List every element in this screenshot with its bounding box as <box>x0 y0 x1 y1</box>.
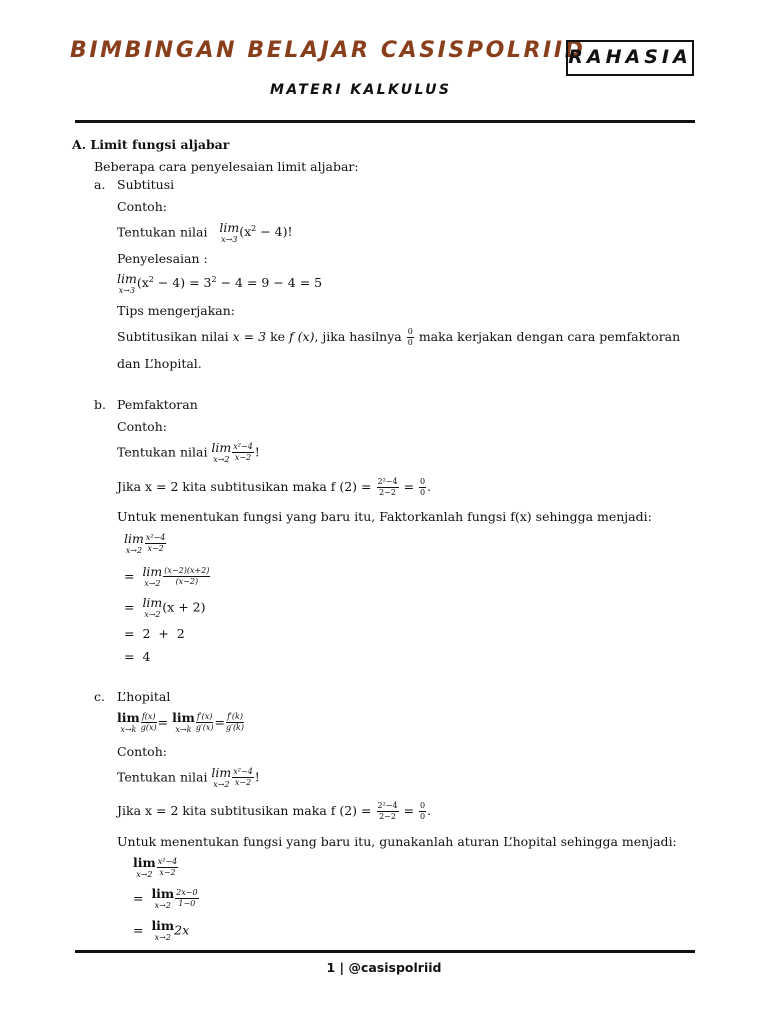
header-divider <box>75 120 695 123</box>
expr-c: − 4 = 9 − 4 = 5 <box>216 275 323 291</box>
part-b-example-label: Contoh: <box>117 419 167 434</box>
limit-subscript: x→2 <box>144 609 161 619</box>
limit-subscript: x→2 <box>154 932 171 942</box>
header-subtitle: MATERI KALKULUS <box>270 82 452 98</box>
part-a-tips-line-2: dan L’hopital. <box>117 356 202 371</box>
period: . <box>427 803 432 818</box>
part-c-step-3 <box>133 920 189 942</box>
header-title: BIMBINGAN BELAJAR CASISPOLRIID <box>70 38 586 63</box>
limit-word: lim <box>151 918 175 933</box>
fraction-denominator: 0 <box>420 488 426 497</box>
part-a-task-limit <box>219 222 239 244</box>
step-expression: 4 <box>142 649 151 664</box>
step-fraction <box>157 858 179 877</box>
rule-fraction-2 <box>196 713 214 732</box>
part-a-solution-label: Penyelesaian : <box>117 251 208 266</box>
limit-word: lim <box>117 710 140 725</box>
limit <box>133 857 156 879</box>
fraction-numerator: (x−2)(x+2) <box>164 566 210 576</box>
jika-text: Jika x = 2 kita subtitusikan maka f (2) = <box>117 479 372 494</box>
part-c-jika <box>117 802 431 821</box>
limit-word: lim <box>133 855 156 870</box>
part-c-step-1 <box>133 857 179 879</box>
part-c-rule <box>117 712 245 734</box>
limit-subscript: x→2 <box>125 545 143 555</box>
part-c-task-text: Tentukan nilai <box>117 769 208 785</box>
step-expression: 2x <box>174 922 190 938</box>
limit-subscript: x→2 <box>154 900 171 910</box>
fraction-denominator: x−2 <box>234 453 252 463</box>
equals-sign: = <box>403 479 415 494</box>
jika-fraction <box>377 802 399 821</box>
part-b-jika <box>117 478 431 497</box>
fraction-numerator: 0 <box>420 477 426 486</box>
part-b-step-2 <box>124 566 211 588</box>
fraction-denominator: g′(x) <box>195 723 214 733</box>
fraction-numerator: 0 <box>420 801 426 810</box>
zero-fraction <box>419 802 426 821</box>
limit-subscript: x→2 <box>213 779 230 789</box>
part-b-factor-text: Untuk menentukan fungsi yang baru itu, Faktorkanlah fungsi f(x) sehingga menjadi: <box>117 509 652 524</box>
fraction-numerator: x²−4 <box>233 767 253 777</box>
fraction-denominator: g(x) <box>140 723 157 733</box>
step-fraction <box>145 534 167 553</box>
tips-text-3: , jika hasilnya <box>314 329 402 344</box>
limit-subscript: x→k <box>120 724 137 734</box>
part-b-step-3 <box>124 597 205 619</box>
limit-word: lim <box>151 886 175 901</box>
equals-sign: = <box>133 890 144 906</box>
part-a-example-label: Contoh: <box>117 199 167 214</box>
step-expression: (x + 2) <box>162 599 206 615</box>
fraction-denominator: g′(k) <box>226 723 245 733</box>
rule-fraction-3 <box>226 713 244 732</box>
expr-close: − 4)! <box>256 224 293 240</box>
limit <box>142 566 162 588</box>
limit-word: lim <box>124 531 144 546</box>
step-fraction <box>163 567 210 586</box>
fraction-numerator: x²−4 <box>233 442 253 452</box>
equals-sign: = <box>124 626 135 641</box>
limit <box>151 920 174 942</box>
jika-text: Jika x = 2 kita subtitusikan maka f (2) = <box>117 803 372 818</box>
tips-text-1: Subtitusikan nilai <box>117 329 229 344</box>
expr-b: − 4) = 3 <box>153 275 212 291</box>
part-c-task <box>117 767 260 789</box>
equals-sign: = <box>403 803 415 818</box>
limit-word: lim <box>142 595 163 610</box>
fraction-denominator: 2−2 <box>379 488 396 497</box>
fraction-numerator: f′(k) <box>227 712 243 722</box>
part-a-tips-line <box>117 328 680 347</box>
fraction-denominator: x−2 <box>147 544 164 554</box>
footer-divider <box>75 950 695 953</box>
limit <box>151 888 174 910</box>
part-c-title: L’hopital <box>117 689 171 704</box>
fraction-denominator: 0 <box>407 338 413 347</box>
part-c-task-fraction <box>232 768 254 787</box>
limit-subscript: x→k <box>175 724 192 734</box>
part-b-task-fraction <box>232 443 254 462</box>
part-b-task-limit <box>211 442 231 464</box>
fraction-numerator: 2²−4 <box>377 801 398 810</box>
part-b-step-4 <box>124 626 185 641</box>
part-a-title: Subtitusi <box>117 177 175 192</box>
part-c-step-2 <box>133 888 200 910</box>
section-intro: Beberapa cara penyelesaian limit aljabar: <box>94 159 359 174</box>
limit <box>142 597 162 619</box>
equals-sign: = <box>124 599 135 615</box>
part-a-solution <box>117 273 322 295</box>
fraction-denominator: x−2 <box>234 778 252 788</box>
part-a-task-text: Tentukan nilai <box>117 224 208 240</box>
tips-zero-fraction <box>407 328 414 347</box>
limit-word: lim <box>211 765 232 780</box>
confidential-stamp-text: RAHASIA <box>568 46 692 68</box>
fraction-numerator: 2x−0 <box>176 888 198 898</box>
limit-subscript: x→2 <box>213 454 230 464</box>
part-a-solution-expr: $(x^2 - 4) = 3^2 - 4 = 9 - 4 = 5$ <box>136 275 323 291</box>
part-a-marker: a. <box>94 177 106 192</box>
fraction-numerator: f(x) <box>141 712 156 722</box>
expr-a: (x <box>136 275 149 291</box>
step-fraction <box>175 889 198 908</box>
equals-sign: = <box>124 649 135 664</box>
part-b-title: Pemfaktoran <box>117 397 198 412</box>
part-a-task-expr: $(x^2 - 4)$! <box>239 224 293 240</box>
limit-word: lim <box>172 710 195 725</box>
limit-subscript: x→3 <box>221 234 238 244</box>
part-a-tips-label: Tips mengerjakan: <box>117 303 236 318</box>
part-a-task <box>117 222 293 244</box>
part-b-step-5 <box>124 649 150 664</box>
limit-word: lim <box>142 564 163 579</box>
limit-word: lim <box>211 440 232 455</box>
fraction-numerator: 0 <box>407 327 413 336</box>
limit-word: lim <box>117 271 137 286</box>
section-heading: A. Limit fungsi aljabar <box>72 137 230 152</box>
zero-fraction <box>419 478 426 497</box>
equals-sign: = <box>133 922 144 938</box>
limit-subscript: x→2 <box>136 869 153 879</box>
part-c-hopital-text: Untuk menentukan fungsi yang baru itu, gunakanlah aturan L’hopital sehingga menjadi: <box>117 834 677 849</box>
tips-text-2: ke <box>270 329 286 344</box>
part-b-step-1 <box>124 533 167 555</box>
fraction-denominator: x−2 <box>159 868 176 878</box>
exclamation: ! <box>254 444 260 460</box>
tips-text-4: maka kerjakan dengan cara pemfaktoran <box>418 329 681 344</box>
limit <box>124 533 144 555</box>
tips-x: x = 3 <box>232 329 267 344</box>
rule-fraction-1 <box>141 713 157 732</box>
part-b-marker: b. <box>94 397 106 412</box>
equals-sign: = <box>214 714 225 730</box>
part-a-solution-limit <box>117 273 137 295</box>
fraction-numerator: x²−4 <box>157 857 178 867</box>
part-b-task-text: Tentukan nilai <box>117 444 208 460</box>
part-b-task <box>117 442 260 464</box>
fraction-denominator: 2−2 <box>379 812 396 821</box>
equals-sign: = <box>157 714 169 730</box>
fraction-denominator: 1−0 <box>178 899 196 909</box>
fraction-denominator: 0 <box>420 812 426 821</box>
part-c-marker: c. <box>94 689 105 704</box>
equals-sign: = <box>124 568 135 584</box>
tips-fx: f (x) <box>289 329 315 344</box>
fraction-denominator: (x−2) <box>175 577 199 587</box>
period: . <box>427 479 432 494</box>
step-expression: 2 + 2 <box>142 626 185 641</box>
limit-word: lim <box>219 220 240 235</box>
limit <box>117 712 140 734</box>
expr-open: (x <box>239 224 252 240</box>
part-c-example-label: Contoh: <box>117 744 167 759</box>
part-c-task-limit <box>211 767 231 789</box>
fraction-numerator: 2²−4 <box>377 477 398 486</box>
exclamation: ! <box>254 769 260 785</box>
footer-text: 1 | @casispolriid <box>326 960 442 975</box>
fraction-numerator: x²−4 <box>145 533 166 543</box>
jika-fraction <box>377 478 399 497</box>
limit-subscript: x→3 <box>118 285 136 295</box>
limit-subscript: x→2 <box>144 578 161 588</box>
fraction-numerator: f′(x) <box>196 712 213 722</box>
limit <box>172 712 195 734</box>
